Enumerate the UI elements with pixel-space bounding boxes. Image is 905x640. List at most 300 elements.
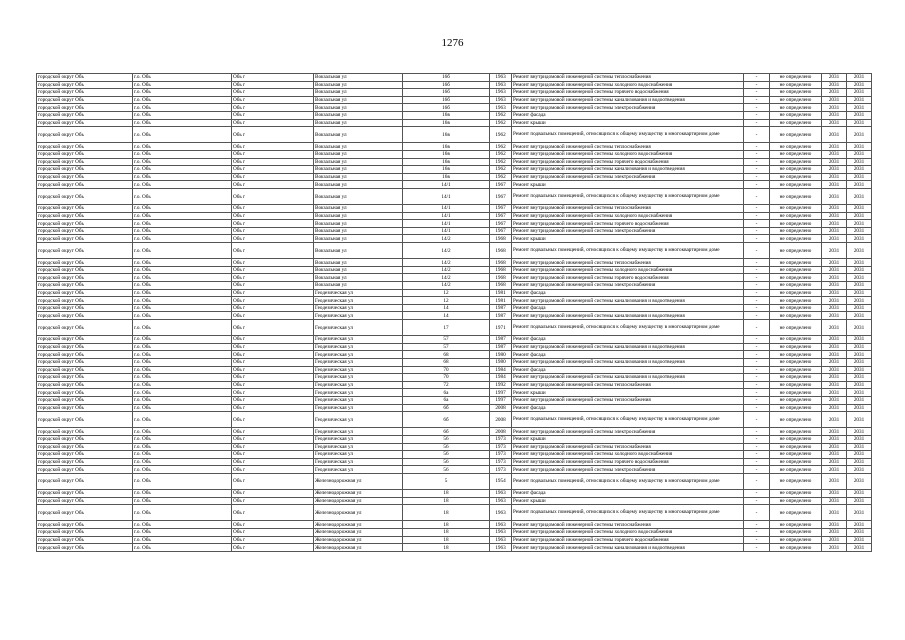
district-cell: г.о. Обь <box>133 212 232 220</box>
year-built-cell: 1967 <box>490 205 512 213</box>
table-row <box>37 259 872 267</box>
work-type-cell: Ремонт внутридомовой инженерной системы горячего водоснабжения <box>512 158 744 166</box>
table-row <box>37 104 872 112</box>
table-row <box>37 297 872 305</box>
district-cell: г.о. Обь <box>133 404 232 412</box>
cost-cell: не определено <box>770 304 822 312</box>
district-cell: г.о. Обь <box>133 266 232 274</box>
district-cell: г.о. Обь <box>133 282 232 290</box>
settlement-cell: Обь г <box>232 336 314 344</box>
district-cell: г.о. Обь <box>133 150 232 158</box>
municipality-cell: городской округ Обь <box>37 259 133 267</box>
work-type-cell: Ремонт внутридомовой инженерной системы теплоснабжения <box>512 396 744 404</box>
volume-cell: - <box>744 473 770 489</box>
end-year-cell: 2031 <box>847 366 872 374</box>
table-row <box>37 374 872 382</box>
district-cell: г.о. Обь <box>133 466 232 474</box>
year-built-cell: 1962 <box>490 173 512 181</box>
district-cell: г.о. Обь <box>133 458 232 466</box>
street-cell: Железнодорожная ул <box>314 529 403 537</box>
table-row <box>37 289 872 297</box>
table-row <box>37 312 872 320</box>
volume-cell: - <box>744 529 770 537</box>
volume-cell: - <box>744 74 770 82</box>
settlement-cell: Обь г <box>232 358 314 366</box>
table-row <box>37 343 872 351</box>
street-cell: Железнодорожная ул <box>314 536 403 544</box>
house-number-cell: 17 <box>403 320 490 336</box>
street-cell: Железнодорожная ул <box>314 473 403 489</box>
volume-cell: - <box>744 521 770 529</box>
house-number-cell: 16б <box>403 104 490 112</box>
house-number-cell: 57 <box>403 336 490 344</box>
cost-cell: не определено <box>770 320 822 336</box>
year-built-cell: 1973 <box>490 451 512 459</box>
cost-cell: не определено <box>770 458 822 466</box>
cost-cell: не определено <box>770 389 822 397</box>
volume-cell: - <box>744 212 770 220</box>
settlement-cell: Обь г <box>232 227 314 235</box>
volume-cell: - <box>744 259 770 267</box>
start-year-cell: 2031 <box>822 458 847 466</box>
year-built-cell: 1954 <box>490 473 512 489</box>
street-cell: Вокзальная ул <box>314 173 403 181</box>
year-built-cell: 1963 <box>490 89 512 97</box>
year-built-cell: 1968 <box>490 235 512 243</box>
municipality-cell: городской округ Обь <box>37 451 133 459</box>
volume-cell: - <box>744 505 770 521</box>
district-cell: г.о. Обь <box>133 428 232 436</box>
house-number-cell: 18 <box>403 521 490 529</box>
house-number-cell: 12 <box>403 297 490 305</box>
table-row <box>37 435 872 443</box>
table-row <box>37 282 872 290</box>
work-type-cell: Ремонт внутридомовой инженерной системы горячего водоснабжения <box>512 536 744 544</box>
start-year-cell: 2031 <box>822 497 847 505</box>
house-number-cell: 56 <box>403 435 490 443</box>
end-year-cell: 2031 <box>847 266 872 274</box>
year-built-cell: 1963 <box>490 96 512 104</box>
end-year-cell: 2031 <box>847 235 872 243</box>
municipality-cell: городской округ Обь <box>37 336 133 344</box>
house-number-cell: 14/2 <box>403 259 490 267</box>
end-year-cell: 2031 <box>847 451 872 459</box>
start-year-cell: 2031 <box>822 428 847 436</box>
street-cell: Вокзальная ул <box>314 74 403 82</box>
cost-cell: не определено <box>770 243 822 259</box>
year-built-cell: 1962 <box>490 150 512 158</box>
district-cell: г.о. Обь <box>133 143 232 151</box>
year-built-cell: 1963 <box>490 104 512 112</box>
work-type-cell: Ремонт подвальных помещений, относящихся к общему имуществу в многоквартирном доме <box>512 505 744 521</box>
street-cell: Геодезическая ул <box>314 297 403 305</box>
table-row <box>37 351 872 359</box>
cost-cell: не определено <box>770 443 822 451</box>
volume-cell: - <box>744 143 770 151</box>
street-cell: Геодезическая ул <box>314 451 403 459</box>
work-type-cell: Ремонт внутридомовой инженерной системы канализования и водоотведения <box>512 374 744 382</box>
street-cell: Геодезическая ул <box>314 412 403 428</box>
municipality-cell: городской округ Обь <box>37 212 133 220</box>
start-year-cell: 2031 <box>822 150 847 158</box>
year-built-cell: 1963 <box>490 74 512 82</box>
end-year-cell: 2031 <box>847 435 872 443</box>
settlement-cell: Обь г <box>232 89 314 97</box>
house-number-cell: 18 <box>403 505 490 521</box>
municipality-cell: городской округ Обь <box>37 412 133 428</box>
district-cell: г.о. Обь <box>133 166 232 174</box>
table-row <box>37 188 872 204</box>
settlement-cell: Обь г <box>232 521 314 529</box>
cost-cell: не определено <box>770 505 822 521</box>
end-year-cell: 2031 <box>847 443 872 451</box>
settlement-cell: Обь г <box>232 289 314 297</box>
year-built-cell: 1997 <box>490 396 512 404</box>
end-year-cell: 2031 <box>847 243 872 259</box>
work-type-cell: Ремонт внутридомовой инженерной системы электроснабжения <box>512 173 744 181</box>
work-type-cell: Ремонт внутридомовой инженерной системы канализования и водоотведения <box>512 358 744 366</box>
street-cell: Геодезическая ул <box>314 320 403 336</box>
volume-cell: - <box>744 274 770 282</box>
volume-cell: - <box>744 266 770 274</box>
cost-cell: не определено <box>770 451 822 459</box>
settlement-cell: Обь г <box>232 220 314 228</box>
volume-cell: - <box>744 127 770 143</box>
house-number-cell: 5 <box>403 473 490 489</box>
start-year-cell: 2031 <box>822 381 847 389</box>
table-row <box>37 458 872 466</box>
settlement-cell: Обь г <box>232 127 314 143</box>
settlement-cell: Обь г <box>232 466 314 474</box>
house-number-cell: 6б <box>403 428 490 436</box>
cost-cell: не определено <box>770 235 822 243</box>
cost-cell: не определено <box>770 404 822 412</box>
municipality-cell: городской округ Обь <box>37 396 133 404</box>
district-cell: г.о. Обь <box>133 389 232 397</box>
municipality-cell: городской округ Обь <box>37 205 133 213</box>
work-type-cell: Ремонт фасада <box>512 490 744 498</box>
volume-cell: - <box>744 181 770 189</box>
work-type-cell: Ремонт внутридомовой инженерной системы холодного водоснабжения <box>512 266 744 274</box>
street-cell: Вокзальная ул <box>314 205 403 213</box>
house-number-cell: 18 <box>403 529 490 537</box>
table-row <box>37 150 872 158</box>
house-number-cell: 16в <box>403 127 490 143</box>
start-year-cell: 2031 <box>822 220 847 228</box>
table-row <box>37 243 872 259</box>
start-year-cell: 2031 <box>822 404 847 412</box>
settlement-cell: Обь г <box>232 282 314 290</box>
house-number-cell: 72 <box>403 381 490 389</box>
year-built-cell: 1987 <box>490 343 512 351</box>
work-type-cell: Ремонт подвальных помещений, относящихся к общему имуществу в многоквартирном доме <box>512 412 744 428</box>
start-year-cell: 2031 <box>822 74 847 82</box>
volume-cell: - <box>744 389 770 397</box>
start-year-cell: 2031 <box>822 259 847 267</box>
settlement-cell: Обь г <box>232 96 314 104</box>
volume-cell: - <box>744 351 770 359</box>
start-year-cell: 2031 <box>822 366 847 374</box>
work-type-cell: Ремонт внутридомовой инженерной системы электроснабжения <box>512 104 744 112</box>
cost-cell: не определено <box>770 143 822 151</box>
house-number-cell: 14/2 <box>403 274 490 282</box>
street-cell: Геодезическая ул <box>314 428 403 436</box>
start-year-cell: 2031 <box>822 96 847 104</box>
street-cell: Вокзальная ул <box>314 227 403 235</box>
year-built-cell: 1968 <box>490 266 512 274</box>
settlement-cell: Обь г <box>232 81 314 89</box>
settlement-cell: Обь г <box>232 266 314 274</box>
volume-cell: - <box>744 497 770 505</box>
settlement-cell: Обь г <box>232 435 314 443</box>
work-type-cell: Ремонт крыши <box>512 181 744 189</box>
district-cell: г.о. Обь <box>133 235 232 243</box>
end-year-cell: 2031 <box>847 428 872 436</box>
district-cell: г.о. Обь <box>133 351 232 359</box>
table-row <box>37 89 872 97</box>
municipality-cell: городской округ Обь <box>37 111 133 119</box>
district-cell: г.о. Обь <box>133 227 232 235</box>
street-cell: Вокзальная ул <box>314 119 403 127</box>
house-number-cell: 18 <box>403 544 490 552</box>
end-year-cell: 2031 <box>847 158 872 166</box>
year-built-cell: 2008 <box>490 428 512 436</box>
end-year-cell: 2031 <box>847 458 872 466</box>
volume-cell: - <box>744 396 770 404</box>
municipality-cell: городской округ Обь <box>37 536 133 544</box>
house-number-cell: 18 <box>403 497 490 505</box>
municipality-cell: городской округ Обь <box>37 458 133 466</box>
settlement-cell: Обь г <box>232 366 314 374</box>
municipality-cell: городской округ Обь <box>37 158 133 166</box>
street-cell: Геодезическая ул <box>314 404 403 412</box>
work-type-cell: Ремонт крыши <box>512 235 744 243</box>
cost-cell: не определено <box>770 150 822 158</box>
year-built-cell: 1968 <box>490 274 512 282</box>
settlement-cell: Обь г <box>232 173 314 181</box>
street-cell: Вокзальная ул <box>314 89 403 97</box>
table-row <box>37 336 872 344</box>
work-type-cell: Ремонт подвальных помещений, относящихся к общему имуществу в многоквартирном доме <box>512 127 744 143</box>
district-cell: г.о. Обь <box>133 435 232 443</box>
street-cell: Вокзальная ул <box>314 127 403 143</box>
settlement-cell: Обь г <box>232 111 314 119</box>
cost-cell: не определено <box>770 158 822 166</box>
house-number-cell: 16б <box>403 89 490 97</box>
municipality-cell: городской округ Обь <box>37 466 133 474</box>
house-number-cell: 56 <box>403 443 490 451</box>
settlement-cell: Обь г <box>232 490 314 498</box>
district-cell: г.о. Обь <box>133 243 232 259</box>
end-year-cell: 2031 <box>847 358 872 366</box>
volume-cell: - <box>744 544 770 552</box>
start-year-cell: 2031 <box>822 104 847 112</box>
district-cell: г.о. Обь <box>133 366 232 374</box>
municipality-cell: городской округ Обь <box>37 443 133 451</box>
municipality-cell: городской округ Обь <box>37 381 133 389</box>
municipality-cell: городской округ Обь <box>37 173 133 181</box>
street-cell: Геодезическая ул <box>314 435 403 443</box>
table-row <box>37 235 872 243</box>
volume-cell: - <box>744 150 770 158</box>
street-cell: Геодезическая ул <box>314 336 403 344</box>
municipality-cell: городской округ Обь <box>37 235 133 243</box>
district-cell: г.о. Обь <box>133 451 232 459</box>
year-built-cell: 1973 <box>490 443 512 451</box>
municipality-cell: городской округ Обь <box>37 150 133 158</box>
start-year-cell: 2031 <box>822 435 847 443</box>
settlement-cell: Обь г <box>232 343 314 351</box>
end-year-cell: 2031 <box>847 320 872 336</box>
district-cell: г.о. Обь <box>133 119 232 127</box>
volume-cell: - <box>744 374 770 382</box>
street-cell: Геодезическая ул <box>314 289 403 297</box>
year-built-cell: 1962 <box>490 143 512 151</box>
house-number-cell: 14/1 <box>403 205 490 213</box>
start-year-cell: 2031 <box>822 473 847 489</box>
table-row <box>37 505 872 521</box>
start-year-cell: 2031 <box>822 127 847 143</box>
table-row <box>37 304 872 312</box>
year-built-cell: 1980 <box>490 358 512 366</box>
year-built-cell: 1962 <box>490 111 512 119</box>
year-built-cell: 1992 <box>490 381 512 389</box>
start-year-cell: 2031 <box>822 89 847 97</box>
house-number-cell: 16в <box>403 166 490 174</box>
house-number-cell: 68 <box>403 351 490 359</box>
end-year-cell: 2031 <box>847 81 872 89</box>
end-year-cell: 2031 <box>847 181 872 189</box>
start-year-cell: 2031 <box>822 119 847 127</box>
municipality-cell: городской округ Обь <box>37 358 133 366</box>
end-year-cell: 2031 <box>847 259 872 267</box>
volume-cell: - <box>744 336 770 344</box>
end-year-cell: 2031 <box>847 544 872 552</box>
street-cell: Геодезическая ул <box>314 466 403 474</box>
cost-cell: не определено <box>770 227 822 235</box>
year-built-cell: 1973 <box>490 458 512 466</box>
street-cell: Геодезическая ул <box>314 366 403 374</box>
end-year-cell: 2031 <box>847 529 872 537</box>
end-year-cell: 2031 <box>847 89 872 97</box>
settlement-cell: Обь г <box>232 351 314 359</box>
volume-cell: - <box>744 536 770 544</box>
cost-cell: не определено <box>770 381 822 389</box>
end-year-cell: 2031 <box>847 389 872 397</box>
work-type-cell: Ремонт внутридомовой инженерной системы горячего водоснабжения <box>512 274 744 282</box>
house-number-cell: 14/2 <box>403 282 490 290</box>
district-cell: г.о. Обь <box>133 259 232 267</box>
table-row <box>37 220 872 228</box>
cost-cell: не определено <box>770 490 822 498</box>
settlement-cell: Обь г <box>232 451 314 459</box>
table-row <box>37 544 872 552</box>
end-year-cell: 2031 <box>847 497 872 505</box>
municipality-cell: городской округ Обь <box>37 497 133 505</box>
street-cell: Геодезическая ул <box>314 458 403 466</box>
volume-cell: - <box>744 435 770 443</box>
street-cell: Вокзальная ул <box>314 96 403 104</box>
end-year-cell: 2031 <box>847 220 872 228</box>
house-number-cell: 57 <box>403 343 490 351</box>
end-year-cell: 2031 <box>847 505 872 521</box>
start-year-cell: 2031 <box>822 358 847 366</box>
work-type-cell: Ремонт внутридомовой инженерной системы горячего водоснабжения <box>512 89 744 97</box>
district-cell: г.о. Обь <box>133 104 232 112</box>
settlement-cell: Обь г <box>232 297 314 305</box>
municipality-cell: городской округ Обь <box>37 282 133 290</box>
district-cell: г.о. Обь <box>133 443 232 451</box>
work-type-cell: Ремонт внутридомовой инженерной системы теплоснабжения <box>512 443 744 451</box>
work-type-cell: Ремонт внутридомовой инженерной системы горячего водоснабжения <box>512 458 744 466</box>
volume-cell: - <box>744 343 770 351</box>
district-cell: г.о. Обь <box>133 127 232 143</box>
settlement-cell: Обь г <box>232 381 314 389</box>
settlement-cell: Обь г <box>232 529 314 537</box>
settlement-cell: Обь г <box>232 312 314 320</box>
year-built-cell: 1997 <box>490 389 512 397</box>
table-row <box>37 181 872 189</box>
house-number-cell: 6а <box>403 389 490 397</box>
cost-cell: не определено <box>770 428 822 436</box>
cost-cell: не определено <box>770 127 822 143</box>
table-row <box>37 473 872 489</box>
cost-cell: не определено <box>770 205 822 213</box>
district-cell: г.о. Обь <box>133 173 232 181</box>
district-cell: г.о. Обь <box>133 521 232 529</box>
street-cell: Геодезическая ул <box>314 312 403 320</box>
volume-cell: - <box>744 235 770 243</box>
settlement-cell: Обь г <box>232 320 314 336</box>
end-year-cell: 2031 <box>847 143 872 151</box>
street-cell: Вокзальная ул <box>314 158 403 166</box>
settlement-cell: Обь г <box>232 389 314 397</box>
year-built-cell: 1967 <box>490 220 512 228</box>
cost-cell: не определено <box>770 81 822 89</box>
house-number-cell: 14/1 <box>403 181 490 189</box>
work-type-cell: Ремонт внутридомовой инженерной системы холодного водоснабжения <box>512 212 744 220</box>
cost-cell: не определено <box>770 104 822 112</box>
municipality-cell: городской округ Обь <box>37 505 133 521</box>
cost-cell: не определено <box>770 366 822 374</box>
work-type-cell: Ремонт внутридомовой инженерной системы теплоснабжения <box>512 205 744 213</box>
cost-cell: не определено <box>770 466 822 474</box>
year-built-cell: 1968 <box>490 282 512 290</box>
table-row <box>37 381 872 389</box>
table-row <box>37 266 872 274</box>
end-year-cell: 2031 <box>847 521 872 529</box>
start-year-cell: 2031 <box>822 521 847 529</box>
end-year-cell: 2031 <box>847 374 872 382</box>
end-year-cell: 2031 <box>847 227 872 235</box>
municipality-cell: городской округ Обь <box>37 266 133 274</box>
year-built-cell: 1984 <box>490 374 512 382</box>
end-year-cell: 2031 <box>847 282 872 290</box>
table-row <box>37 366 872 374</box>
settlement-cell: Обь г <box>232 404 314 412</box>
work-type-cell: Ремонт внутридомовой инженерной системы электроснабжения <box>512 428 744 436</box>
house-number-cell: 12 <box>403 289 490 297</box>
house-number-cell: 16б <box>403 96 490 104</box>
work-type-cell: Ремонт внутридомовой инженерной системы горячего водоснабжения <box>512 220 744 228</box>
settlement-cell: Обь г <box>232 274 314 282</box>
table-row <box>37 96 872 104</box>
cost-cell: не определено <box>770 74 822 82</box>
end-year-cell: 2031 <box>847 396 872 404</box>
district-cell: г.о. Обь <box>133 205 232 213</box>
end-year-cell: 2031 <box>847 104 872 112</box>
house-number-cell: 6б <box>403 412 490 428</box>
